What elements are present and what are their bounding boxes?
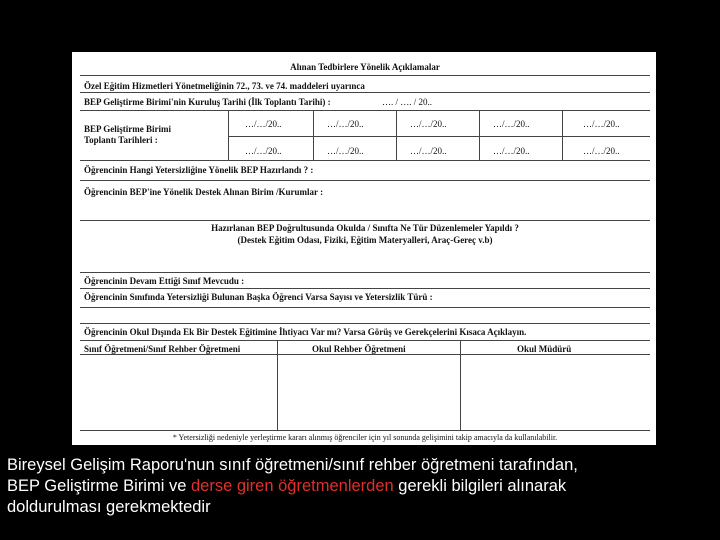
meeting-date: …/…/20..: [493, 119, 530, 129]
arrangement-examples: (Destek Eğitim Odası, Fiziki, Eğitim Materyalleri, Araç-Gereç v.b): [237, 235, 493, 245]
meeting-date: …/…/20..: [583, 119, 620, 129]
meeting-date: …/…/20..: [327, 146, 364, 156]
signature-class-teacher: Sınıf Öğretmeni/Sınıf Rehber Öğretmeni: [84, 344, 241, 354]
caption-line-2-end: gerekli bilgileri alınarak: [393, 477, 567, 495]
meeting-dates-label-1: BEP Geliştirme Birimi: [84, 124, 171, 134]
support-unit-field: Öğrencinin BEP'ine Yönelik Destek Alınan Birim /Kurumlar :: [84, 187, 324, 197]
meeting-date: …/…/20..: [327, 119, 364, 129]
caption-highlight: derse giren öğretmenlerden: [190, 477, 394, 495]
insufficiency-field: Öğrencinin Hangi Yetersizliğine Yönelik BEP Hazırlandı ? :: [84, 165, 314, 175]
regulation-text: Özel Eğitim Hizmetleri Yönetmeliğinin 72., 73. ve 74. maddeleri uyarınca: [84, 81, 365, 91]
meeting-dates-label-2: Toplantı Tarihleri :: [84, 135, 158, 145]
signature-principal: Okul Müdürü: [517, 344, 572, 354]
meeting-date: …/…/20..: [410, 119, 447, 129]
meeting-date: …/…/20..: [245, 119, 282, 129]
meeting-date: …/…/20..: [493, 146, 530, 156]
footnote: * Yetersizliği nedeniyle yerleştirme kararı alınmış öğrenciler için yıl sonunda gelişimini takip amacıyla da kullanılabilir.: [172, 433, 558, 442]
meeting-date: …/…/20..: [410, 146, 447, 156]
caption-line-2-start: BEP Geliştirme Birimi ve: [7, 477, 191, 495]
meeting-date: …/…/20..: [583, 146, 620, 156]
document-image: [72, 52, 656, 445]
caption-line-2: [7, 476, 717, 497]
meeting-date: …/…/20..: [245, 146, 282, 156]
founding-date-value: …. / …. / 20..: [382, 97, 433, 107]
caption-line-3: doldurulması gerekmektedir: [7, 498, 211, 516]
founding-date-label: BEP Geliştirme Birimi'nin Kuruluş Tarihi (İlk Toplantı Tarihi) :: [84, 97, 331, 107]
outside-support-field: Öğrencinin Okul Dışında Ek Bir Destek Eğitimine İhtiyacı Var mı? Varsa Görüş ve Gerekçelerini Kısaca Açıklayın.: [84, 327, 527, 337]
bep-form: [80, 57, 650, 442]
slide-caption: [7, 455, 717, 518]
form-header: Alınan Tedbirlere Yönelik Açıklamalar: [290, 62, 440, 72]
signature-counselor: Okul Rehber Öğretmeni: [312, 344, 406, 354]
caption-line-1: Bireysel Gelişim Raporu'nun sınıf öğretmeni/sınıf rehber öğretmeni tarafından,: [7, 456, 578, 474]
arrangement-question: Hazırlanan BEP Doğrultusunda Okulda / Sınıfta Ne Tür Düzenlemeler Yapıldı ?: [211, 223, 519, 233]
class-level-field: Öğrencinin Devam Ettiği Sınıf Mevcudu :: [84, 276, 245, 286]
other-students-field: Öğrencinin Sınıfında Yetersizliği Bulunan Başka Öğrenci Varsa Sayısı ve Yetersizlik Türü :: [84, 292, 433, 302]
